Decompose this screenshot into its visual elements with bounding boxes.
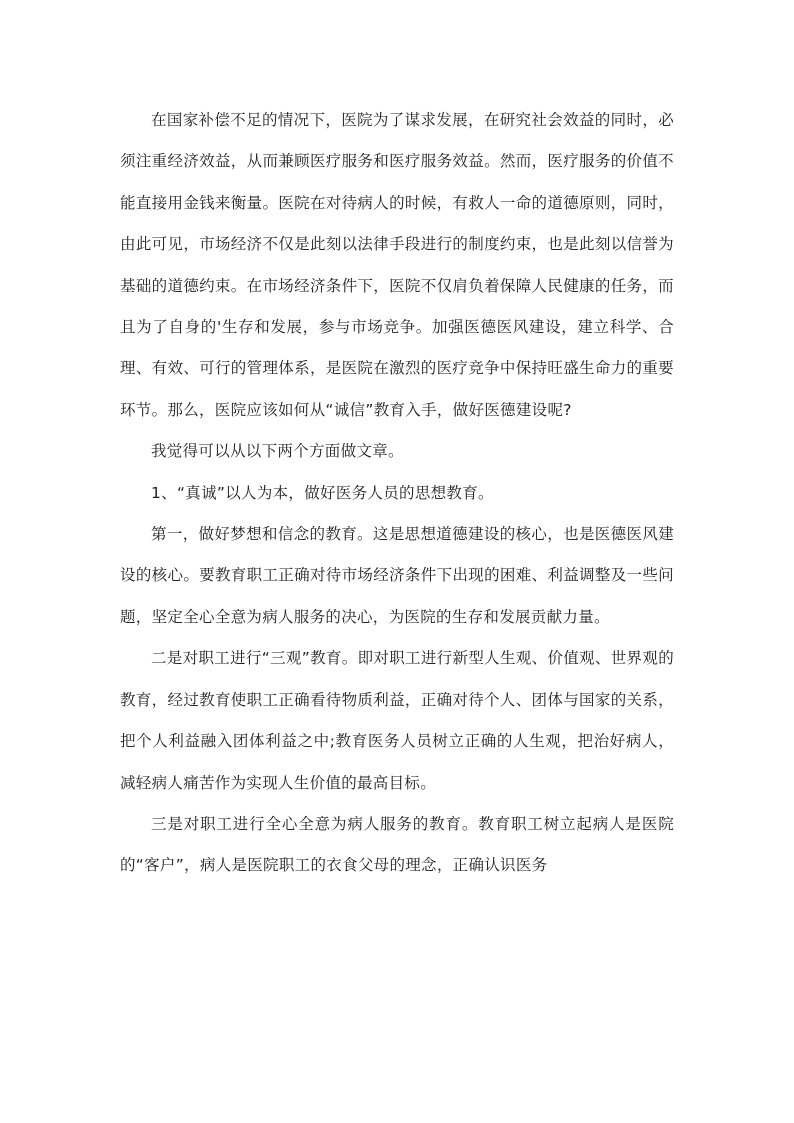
paragraph-intro: 在国家补偿不足的情况下，医院为了谋求发展，在研究社会效益的同时，必须注重经济效益，从而兼顾医疗服务和医疗服务效益。然而，医疗服务的价值不能直接用金钱来衡量。医院在对待病人的时候，有救人一命的道德原则，同时，由此可见，市场经济不仅是此刻以法律手段进行的制度约束，也是此刻以信誉为基础的道德约束。在市场经济条件下，医院不仅肩负着保障人民健康的任务，而且为了自身的'生存和发展，参与市场竞争。加强医德医风建设，建立科学、合理、有效、可行的管理体系，是医院在激烈的医疗竞争中保持旺盛生命力的重要环节。那么，医院应该如何从“诚信”教育入手，做好医德建设呢? [120, 111, 674, 419]
paragraph-third-point: 三是对职工进行全心全意为病人服务的教育。教育职工树立起病人是医院的“客户”，病人是医院职工的衣食父母的理念，正确认识医务 [120, 814, 674, 875]
document-page [120, 100, 674, 887]
paragraph-first-point: 第一，做好梦想和信念的教育。这是思想道德建设的核心，也是医德医风建设的核心。要教育职工正确对待市场经济条件下出现的困难、利益调整及一些问题，坚定全心全意为病人服务的决心，为医院的生存和发展贡献力量。 [120, 525, 674, 626]
paragraph-second-point: 二是对职工进行“三观”教育。即对职工进行新型人生观、价值观、世界观的教育，经过教育使职工正确看待物质利益，正确对待个人、团体与国家的关系，把个人利益融入团体利益之中;教育医务人员树立正确的人生观，把治好病人，减轻病人痛苦作为实现人生价值的最高目标。 [120, 649, 674, 792]
paragraph-approach: 我觉得可以从以下两个方面做文章。 [151, 442, 404, 461]
paragraph-section-heading: 1、“真诚”以人为本，做好医务人员的思想教育。 [151, 483, 494, 502]
